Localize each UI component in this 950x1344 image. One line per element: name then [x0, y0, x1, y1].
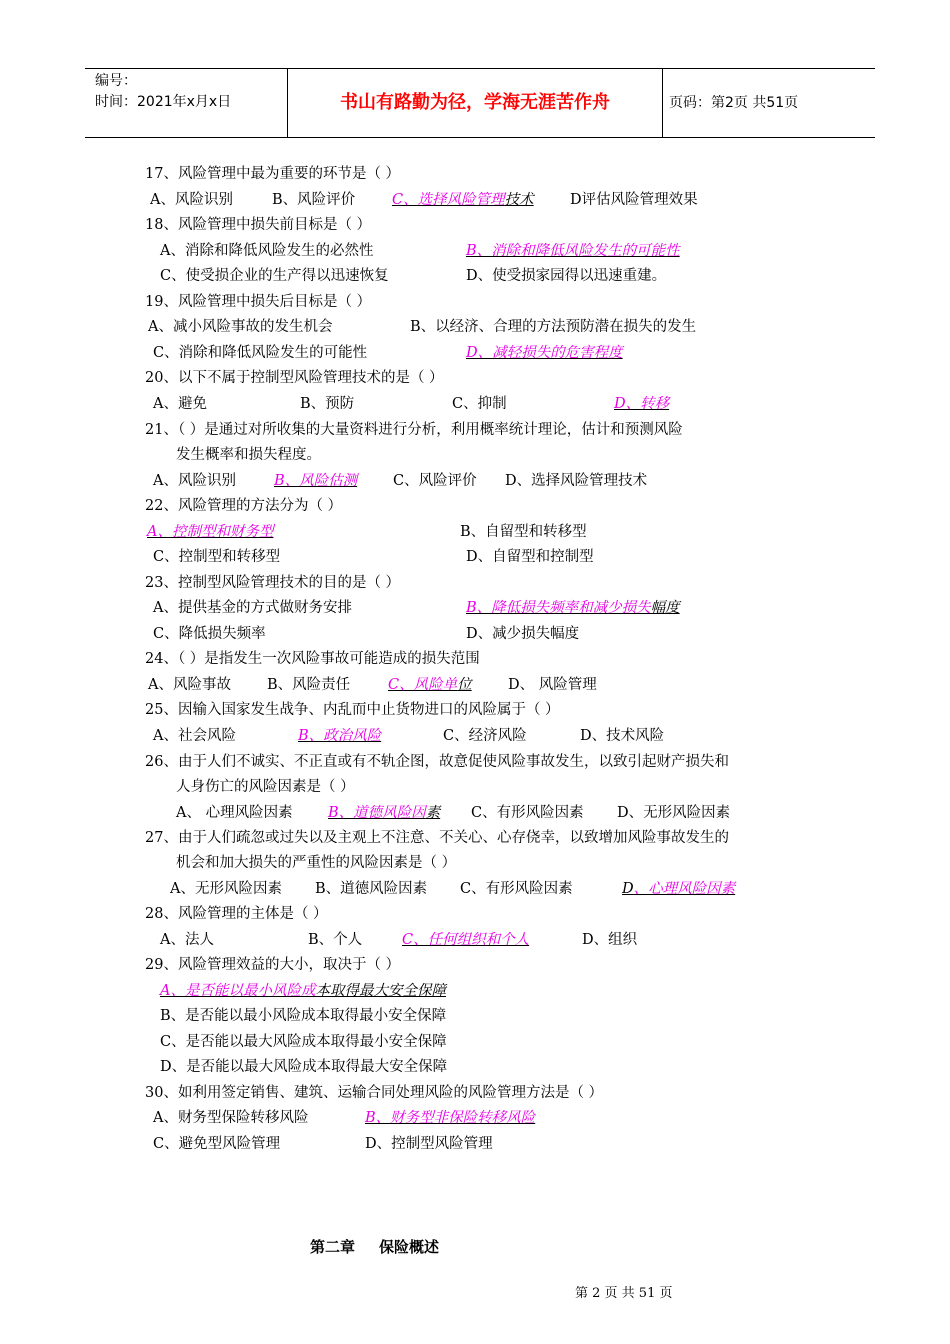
question-18: 18、风险管理中损失前目标是（ ）: [145, 217, 372, 233]
option-b: B、预防: [300, 396, 355, 412]
option-d-answer: D、转移: [614, 396, 670, 412]
option-d: D评估风险管理效果: [570, 192, 698, 208]
chapter-heading: [310, 1236, 463, 1257]
option-b: B、风险责任: [267, 677, 351, 693]
question-26-cont: 人身伤亡的风险因素是（ ）: [176, 779, 355, 795]
option-d-answer: D、减轻损失的危害程度: [466, 345, 623, 361]
option-c-answer: C、风险单位: [388, 677, 472, 693]
option-c: C、风险评价: [393, 473, 477, 489]
option-c: C、消除和降低风险发生的可能性: [153, 345, 368, 361]
question-21: 21、（ ）是通过对所收集的大量资料进行分析，利用概率统计理论，估计和预测风险: [145, 422, 683, 438]
option-a: A、风险识别: [153, 473, 236, 489]
option-b: B、风险评价: [272, 192, 356, 208]
option-d: D、 风险管理: [508, 677, 597, 693]
question-17: 17、风险管理中最为重要的环节是（ ）: [145, 166, 401, 182]
option-a: A、无形风险因素: [170, 881, 282, 897]
option-a: A、社会风险: [153, 728, 236, 744]
page-footer: 第 2 页 共 51 页: [575, 1286, 673, 1301]
time-label: 时间：2021年x月x日: [95, 94, 232, 110]
option-b-answer: B、政治风险: [298, 728, 382, 744]
option-d-answer: D、心理风险因素: [622, 881, 736, 897]
option-b: B、道德风险因素: [315, 881, 428, 897]
option-d: D、减少损失幅度: [466, 626, 580, 642]
option-c: C、有形风险因素: [460, 881, 573, 897]
option-c: C、避免型风险管理: [153, 1136, 281, 1152]
option-d: D、组织: [582, 932, 638, 948]
option-a: A、消除和降低风险发生的必然性: [160, 243, 374, 259]
option-d: D、选择风险管理技术: [505, 473, 648, 489]
number-label: 编号：: [95, 73, 137, 89]
option-c-answer: C、选择风险管理技术: [392, 192, 534, 208]
option-b-answer: B、财务型非保险转移风险: [365, 1110, 536, 1126]
option-a: A、提供基金的方式做财务安排: [153, 600, 352, 616]
option-b-answer: B、消除和降低风险发生的可能性: [466, 243, 680, 259]
option-a: A、避免: [153, 396, 207, 412]
question-22: 22、风险管理的方法分为（ ）: [145, 498, 343, 514]
option-b-answer: B、道德风险因素: [328, 805, 441, 821]
question-29-option-b: B、是否能以最小风险成本取得最小安全保障: [160, 1008, 447, 1024]
option-c: C、使受损企业的生产得以迅速恢复: [160, 268, 389, 284]
question-24: 24、（ ）是指发生一次风险事故可能造成的损失范围: [145, 651, 480, 667]
question-29: 29、风险管理效益的大小，取决于（ ）: [145, 957, 401, 973]
option-c: C、控制型和转移型: [153, 549, 281, 565]
option-c-answer: C、任何组织和个人: [402, 932, 530, 948]
option-a: A、 心理风险因素: [176, 805, 293, 821]
question-29-option-a-answer: A、是否能以最小风险成本取得最大安全保障: [160, 983, 446, 999]
option-d: D、技术风险: [580, 728, 665, 744]
chapter-number: 第二章: [310, 1238, 356, 1256]
question-30: 30、如利用签定销售、建筑、运输合同处理风险的风险管理方法是（ ）: [145, 1085, 604, 1101]
option-b: B、个人: [308, 932, 363, 948]
question-21-cont: 发生概率和损失程度。: [176, 447, 321, 463]
question-25: 25、因输入国家发生战争、内乱而中止货物进口的风险属于（ ）: [145, 702, 560, 718]
question-19: 19、风险管理中损失后目标是（ ）: [145, 294, 372, 310]
question-23: 23、控制型风险管理技术的目的是（ ）: [145, 575, 401, 591]
option-b-answer: B、降低损失频率和减少损失幅度: [466, 600, 680, 616]
option-a-answer: A、控制型和财务型: [147, 524, 274, 540]
chapter-title: 保险概述: [379, 1238, 440, 1256]
option-d: D、自留型和控制型: [466, 549, 594, 565]
option-d: D、控制型风险管理: [365, 1136, 493, 1152]
question-20: 20、以下不属于控制型风险管理技术的是（ ）: [145, 370, 444, 386]
option-c: C、有形风险因素: [471, 805, 584, 821]
header-page-label: 页码：第2页 共51页: [669, 95, 799, 111]
option-c: C、降低损失频率: [153, 626, 266, 642]
header-motto: 书山有路勤为径，学海无涯苦作舟: [287, 69, 663, 137]
option-c: C、抑制: [452, 396, 507, 412]
option-a: A、减小风险事故的发生机会: [148, 319, 333, 335]
option-b-answer: B、风险估测: [274, 473, 358, 489]
question-28: 28、风险管理的主体是（ ）: [145, 906, 328, 922]
option-b: B、自留型和转移型: [460, 524, 587, 540]
option-c: C、经济风险: [443, 728, 527, 744]
header-meta: [85, 69, 287, 137]
option-d: D、无形风险因素: [617, 805, 731, 821]
option-d: D、使受损家园得以迅速重建。: [466, 268, 667, 284]
option-a: A、风险识别: [150, 192, 233, 208]
question-29-option-c: C、是否能以最大风险成本取得最小安全保障: [160, 1034, 447, 1050]
question-29-option-d: D、是否能以最大风险成本取得最大安全保障: [160, 1059, 448, 1075]
option-b: B、以经济、合理的方法预防潜在损失的发生: [410, 319, 697, 335]
question-27: 27、由于人们疏忽或过失以及主观上不注意、不关心、心存侥幸，以致增加风险事故发生的: [145, 830, 729, 846]
option-a: A、财务型保险转移风险: [153, 1110, 309, 1126]
option-a: A、风险事故: [148, 677, 231, 693]
page-header: [85, 68, 875, 138]
question-26: 26、由于人们不诚实、不正直或有不轨企图，故意促使风险事故发生，以致引起财产损失和: [145, 754, 729, 770]
question-27-cont: 机会和加大损失的严重性的风险因素是（ ）: [176, 855, 457, 871]
option-a: A、法人: [160, 932, 214, 948]
